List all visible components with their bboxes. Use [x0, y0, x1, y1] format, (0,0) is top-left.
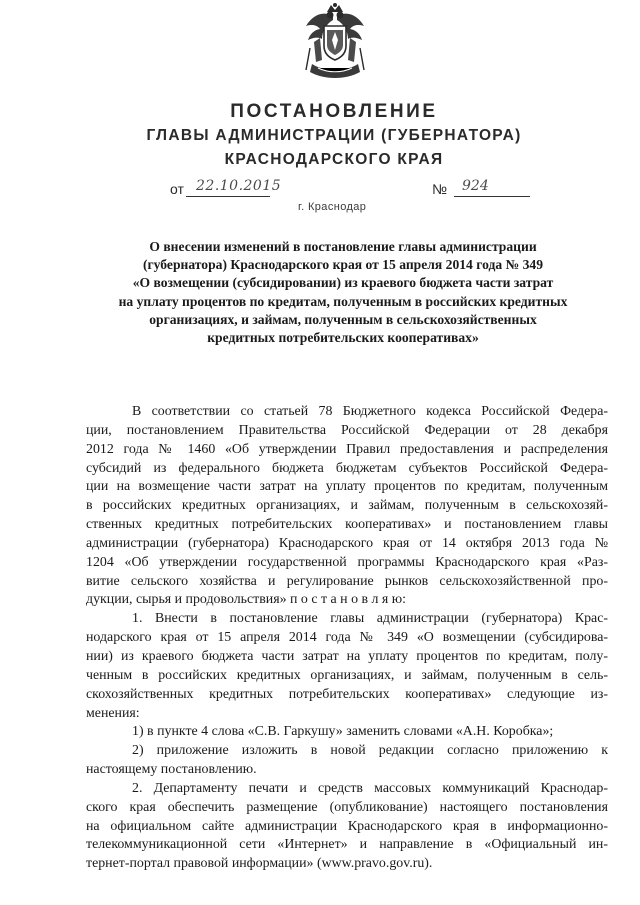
body-line: ции на возмещение части затрат на уплату процентов по кредитам, полученным: [86, 479, 608, 495]
handwritten-number: 924: [462, 178, 489, 194]
title-line: (губернатора) Краснодарского края от 15 апреля 2014 года № 349: [142, 257, 543, 273]
body-line: тернет-портал правовой информации» (www.pravo.gov.ru).: [86, 856, 433, 872]
resolution-body: [86, 403, 608, 874]
body-line: витие сельского хозяйства и регулирование рынков сельскохозяйственной про-: [86, 573, 608, 589]
body-line: скохозяйственных кредитных потребительских кооперативах» следующие из-: [86, 686, 608, 702]
body-line: в российских кредитных организациях, и займам, полученным в сельскохозяй-: [86, 498, 608, 514]
body-line: нодарского края от 15 апреля 2014 года № 349 «О возмещении (субсидирова-: [86, 630, 608, 646]
body-line: дукции, сырья и продовольствия» п о с т а н о в л я ю:: [86, 592, 407, 608]
body-line: 1. Внести в постановление главы администрации (губернатора) Крас-: [132, 611, 608, 627]
handwritten-date: 22.10.2015: [196, 178, 282, 194]
body-line: телекоммуникационной сети «Интернет» и направление в «Официальный ин-: [86, 837, 608, 853]
region-heading: КРАСНОДАРСКОГО КРАЯ: [224, 151, 444, 168]
date-label: от: [170, 181, 184, 197]
number-label: №: [432, 181, 448, 197]
date-underline: [186, 196, 270, 197]
body-line: ченным в российских кредитных организациях, и займам, полученным в сель-: [86, 667, 608, 683]
body-line: менения:: [86, 705, 140, 721]
body-line: на официальном сайте администрации Краснодарского края в информационно-: [86, 818, 608, 834]
body-line: ции, постановлением Правительства Российской Федерации от 28 декабря: [86, 422, 608, 438]
issue-city: г. Краснодар: [298, 201, 367, 213]
title-line: организациях, и займам, полученным в сельскохозяйственных: [149, 311, 537, 327]
body-line: 1) в пункте 4 слова «С.В. Гаркушу» заменить словами «А.Н. Коробка»;: [132, 724, 554, 740]
body-line: настоящему постановлению.: [86, 762, 257, 778]
body-line: субсидий из федерального бюджета бюджетам субъектов Российской Федера-: [86, 460, 608, 476]
body-line: ственных кредитных потребительских кооперативах» и постановлением главы: [86, 517, 608, 533]
body-line: администрации (губернатора) Краснодарского края от 14 октября 2013 года №: [86, 535, 608, 551]
resolution-title: [100, 238, 586, 347]
body-line: ского края обеспечить размещение (опубликование) настоящего постановления: [86, 799, 608, 815]
issuer-heading: ГЛАВЫ АДМИНИСТРАЦИИ (ГУБЕРНАТОРА): [146, 127, 522, 144]
title-line: О внесении изменений в постановление главы администрации: [149, 239, 537, 254]
body-line: 2) приложение изложить в новой редакции согласно приложению к: [132, 743, 608, 759]
title-line: «О возмещении (субсидировании) из краевого бюджета части затрат: [132, 275, 554, 291]
body-line: нии) из краевого бюджета части затрат на уплату процентов по кредитам, полу-: [86, 648, 608, 664]
body-line: 1204 «Об утверждении государственной программы Краснодарского края «Раз-: [86, 554, 608, 570]
body-line: 2012 года № 1460 «Об утверждении Правил предоставления и распределения: [86, 441, 608, 457]
title-line: кредитных потребительских кооперативах»: [207, 330, 479, 346]
body-line: В соответствии со статьей 78 Бюджетного кодекса Российской Федера-: [132, 404, 608, 419]
title-line: на уплату процентов по кредитам, полученным в российских кредитных: [118, 293, 568, 309]
coat-of-arms-icon: [300, 2, 370, 80]
body-line: 2. Департаменту печати и средств массовых коммуникаций Краснодар-: [132, 780, 608, 796]
document-type-heading: ПОСТАНОВЛЕНИЕ: [230, 101, 438, 122]
number-underline: [454, 196, 530, 197]
